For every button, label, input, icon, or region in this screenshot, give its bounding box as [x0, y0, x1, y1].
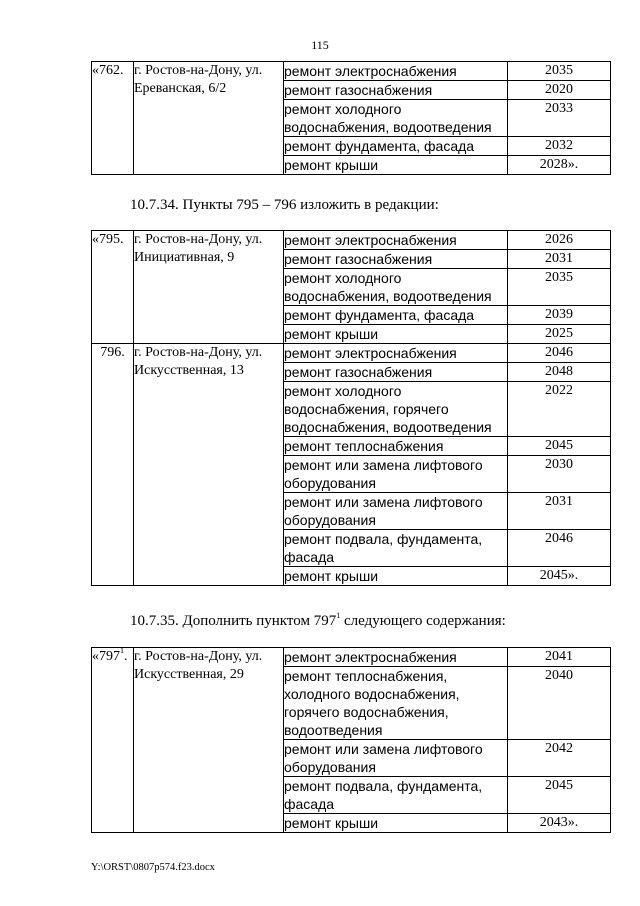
work-type: ремонт электроснабжения	[284, 231, 508, 250]
year: 2028».	[508, 156, 611, 175]
paragraph-text: 10.7.35. Дополнить пунктом 797	[130, 613, 337, 629]
table-row	[92, 344, 611, 363]
work-type: ремонт электроснабжения	[284, 344, 508, 363]
item-number: 796.	[92, 344, 134, 586]
table-row	[92, 648, 611, 667]
work-type: ремонт крыши	[284, 156, 508, 175]
item-number: «762.	[92, 62, 134, 175]
address: г. Ростов-на-Дону, ул. Искусственная, 13	[134, 344, 284, 586]
table-item-762	[91, 61, 611, 175]
year: 2025	[508, 325, 611, 344]
year: 2046	[508, 530, 611, 567]
table-item-797-1	[91, 647, 611, 833]
work-type: ремонт теплоснабжения	[284, 437, 508, 456]
year: 2041	[508, 648, 611, 667]
item-number	[92, 648, 134, 833]
work-type: ремонт теплоснабжения, холодного водоснабжения, горячего водоснабжения, водоотведения	[284, 667, 508, 740]
year: 2045	[508, 777, 611, 814]
year: 2026	[508, 231, 611, 250]
work-type: ремонт или замена лифтового оборудования	[284, 456, 508, 493]
year: 2031	[508, 250, 611, 269]
paragraph-10-7-34: 10.7.34. Пункты 795 – 796 изложить в редакции:	[130, 197, 439, 213]
year: 2046	[508, 344, 611, 363]
table-row	[92, 231, 611, 250]
work-type: ремонт фундамента, фасада	[284, 137, 508, 156]
work-type: ремонт или замена лифтового оборудования	[284, 740, 508, 777]
work-type: ремонт фундамента, фасада	[284, 306, 508, 325]
address: г. Ростов-на-Дону, ул. Искусственная, 29	[134, 648, 284, 833]
paragraph-text-suffix: следующего содержания:	[340, 613, 506, 629]
year: 2048	[508, 363, 611, 382]
work-type: ремонт газоснабжения	[284, 81, 508, 100]
paragraph-10-7-35	[130, 613, 506, 630]
work-type: ремонт крыши	[284, 325, 508, 344]
year: 2022	[508, 382, 611, 437]
work-type: ремонт газоснабжения	[284, 363, 508, 382]
year: 2042	[508, 740, 611, 777]
work-type: ремонт крыши	[284, 567, 508, 586]
work-type: ремонт газоснабжения	[284, 250, 508, 269]
year: 2032	[508, 137, 611, 156]
work-type: ремонт холодного водоснабжения, горячего водоснабжения, водоотведения	[284, 382, 508, 437]
item-number-dot: .	[124, 649, 128, 664]
year: 2033	[508, 100, 611, 137]
item-number-main: «797	[92, 649, 120, 664]
table-items-795-796	[91, 230, 611, 586]
item-number-sup: 1	[120, 646, 124, 656]
year: 2035	[508, 269, 611, 306]
address: г. Ростов-на-Дону, ул. Ереванская, 6/2	[134, 62, 284, 175]
address: г. Ростов-на-Дону, ул. Инициативная, 9	[134, 231, 284, 344]
work-type: ремонт электроснабжения	[284, 62, 508, 81]
file-path-footer: Y:\ORST\0807p574.f23.docx	[91, 862, 215, 873]
work-type: ремонт холодного водоснабжения, водоотведения	[284, 269, 508, 306]
table-row	[92, 62, 611, 81]
year: 2040	[508, 667, 611, 740]
year: 2043».	[508, 814, 611, 833]
work-type: ремонт или замена лифтового оборудования	[284, 493, 508, 530]
year: 2031	[508, 493, 611, 530]
work-type: ремонт электроснабжения	[284, 648, 508, 667]
page-number: 115	[311, 38, 329, 52]
work-type: ремонт холодного водоснабжения, водоотведения	[284, 100, 508, 137]
year: 2039	[508, 306, 611, 325]
year: 2030	[508, 456, 611, 493]
year: 2045».	[508, 567, 611, 586]
superscript: 1	[336, 611, 341, 620]
work-type: ремонт крыши	[284, 814, 508, 833]
item-number: «795.	[92, 231, 134, 344]
year: 2045	[508, 437, 611, 456]
work-type: ремонт подвала, фундамента, фасада	[284, 530, 508, 567]
year: 2020	[508, 81, 611, 100]
year: 2035	[508, 62, 611, 81]
work-type: ремонт подвала, фундамента, фасада	[284, 777, 508, 814]
